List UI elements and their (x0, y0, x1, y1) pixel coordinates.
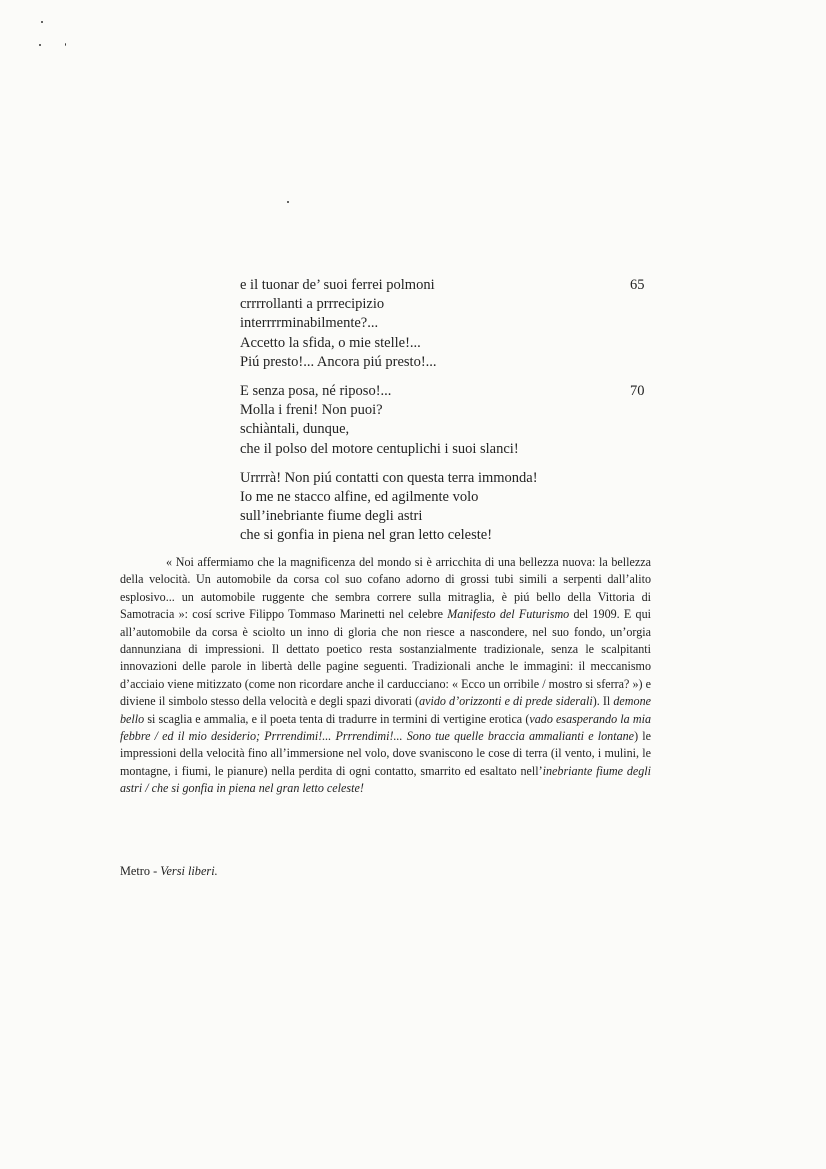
verse-line (240, 295, 650, 314)
verse-line (240, 488, 650, 507)
metro-value: Versi liberi. (160, 864, 218, 878)
verse-text: Io me ne stacco alfine, ed agilmente volo (240, 488, 479, 505)
commentary-text: del 1909. E qui all’automobile da corsa è sciolto un inno di gloria che non riesce a nascondere, nel suo fondo, un’orgia dannunziana di impressioni. Il dettato poetico resta sostanzialmente tradizionale, senza le scalpitanti innovazioni delle parole in libertà delle pagine seguenti. Tradizionali anche le immagini: il meccanismo d’acciaio viene mitizzato (come non ricordare anche il carducciano: « Ecco un orribile / mostro si sferra? ») e diviene il simbolo stesso della velocità e degli spazi divorati ( (120, 607, 652, 709)
verse-line (240, 420, 650, 439)
verse-line (240, 440, 650, 459)
verse-text: interrrrminabilmente?... (240, 315, 379, 332)
margin-speck (41, 21, 43, 23)
verse-text: Urrrrà! Non piú contatti con questa terra immonda! (240, 469, 538, 486)
verse-text: Accetto la sfida, o mie stelle!... (240, 334, 421, 351)
verse-text: sull’inebriante fiume degli astri (240, 508, 423, 525)
poem-stanza (240, 382, 650, 459)
verse-text: crrrrollanti a prrrecipizio (240, 296, 385, 313)
verse-text: Molla i freni! Non puoi? (240, 402, 383, 419)
verse-text: Piú presto!... Ancora piú presto!... (240, 353, 437, 370)
margin-speck (39, 44, 41, 46)
commentary-paragraph (120, 554, 651, 798)
italic-quote: vado esasperando la mia febbre / ed il mio desiderio; Prrrendimi!... Prrrendimi!... Sono tue quelle braccia ammalianti e lontane (120, 711, 651, 744)
verse-line (240, 469, 650, 488)
verse-line (240, 353, 650, 372)
verse-line (240, 507, 650, 526)
commentary-text: « Noi affermiamo che la magnificenza del mondo si è arricchita di una bellezza nuova: la bellezza della velocità. Un automobile da corsa col suo cofano adorno di grossi tubi simili a serpenti dall’alito esplosivo... un automobile ruggente che sembra correre sulla mitraglia, è piú bello della Vittoria di Samotracia »: cosí scrive Filippo Tommaso Marinetti nel celebre (120, 555, 651, 622)
verse-text: e il tuonar de’ suoi ferrei polmoni (240, 277, 435, 293)
poem-block (240, 276, 650, 555)
margin-speck (287, 201, 289, 203)
line-number: 65 (630, 277, 645, 293)
verse-text: schiàntali, dunque, (240, 421, 350, 438)
italic-quote: Manifesto del Futurismo (447, 607, 570, 622)
poem-stanza (240, 469, 650, 546)
commentary-text: si scaglia e ammalia, e il poeta tenta di tradurre in termini di vertigine erotica ( (144, 711, 530, 726)
verse-line (240, 382, 650, 401)
commentary-block (120, 554, 651, 798)
poem-stanza (240, 276, 650, 372)
commentary-text: ). Il (592, 694, 614, 709)
verse-line (240, 314, 650, 333)
verse-line (240, 526, 650, 545)
line-number: 70 (630, 382, 645, 399)
verse-text: E senza posa, né riposo!... (240, 382, 392, 399)
italic-quote: inebriante fiume degli astri / che si gonfia in piena nel gran letto celeste! (120, 763, 652, 796)
verse-text: che il polso del motore centuplichi i suoi slanci! (240, 440, 519, 457)
verse-text: che si gonfia in piena nel gran letto celeste! (240, 527, 493, 544)
margin-speck (65, 43, 66, 46)
verse-line (240, 401, 650, 420)
metro-label: Metro - (120, 864, 161, 878)
italic-quote: avido d’orizzonti e di prede siderali (419, 694, 593, 709)
verse-line (240, 276, 650, 295)
commentary-text: ) le impressioni della velocità fino all’immersione nel volo, dove svaniscono le cose di terra (il vento, i mulini, le montagne, i fiumi, le pianure) nella perdita di ogni contatto, smarrito ed esaltato nell’ (120, 729, 652, 778)
metro-note (120, 864, 218, 879)
verse-line (240, 334, 650, 353)
italic-quote: demone bello (120, 694, 651, 726)
